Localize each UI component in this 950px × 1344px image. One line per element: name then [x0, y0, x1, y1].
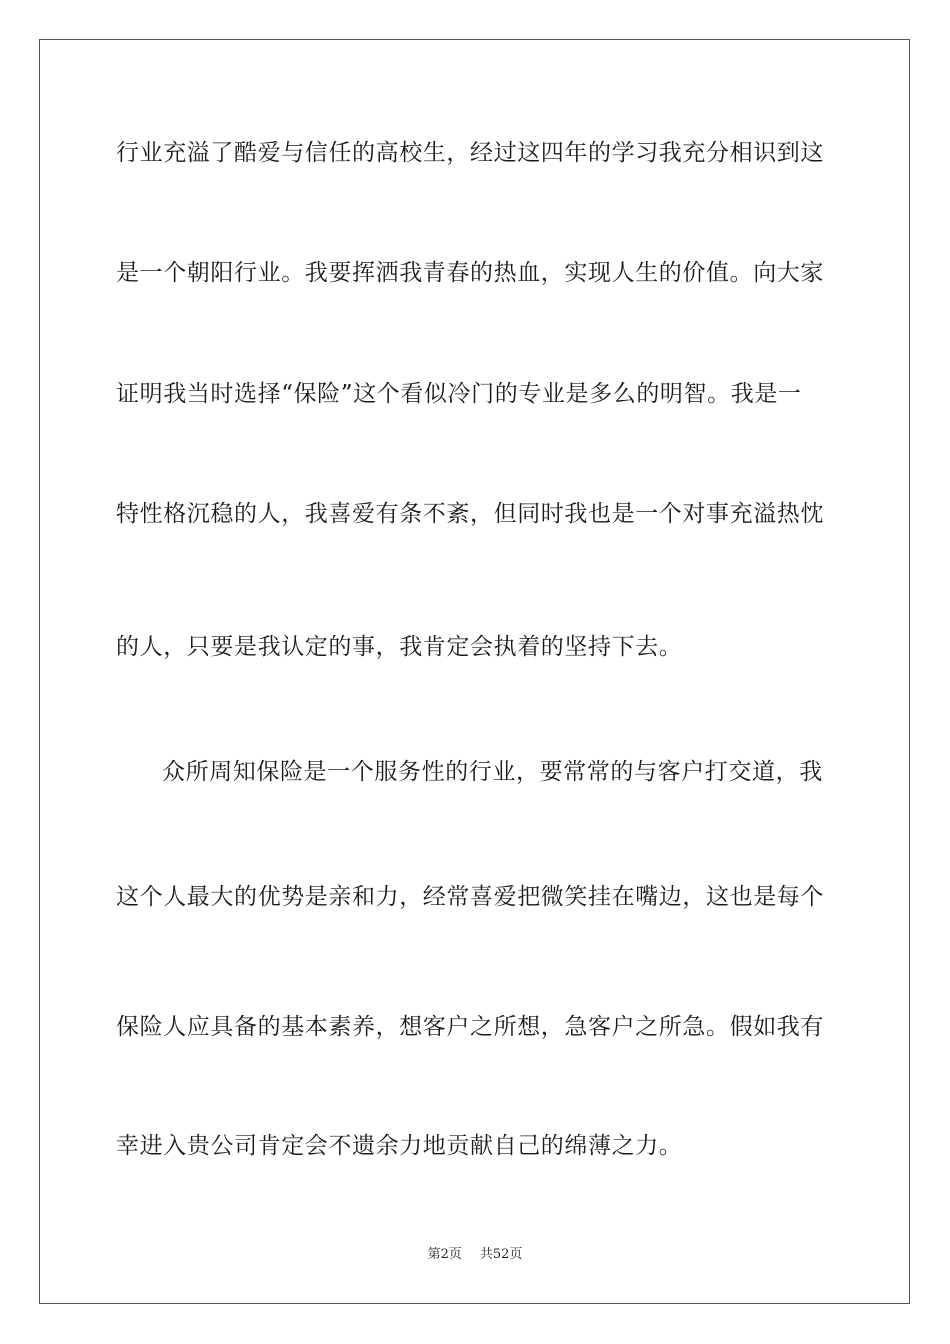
paragraph-line-1: 行业充溢了酷爱与信任的高校生，经过这四年的学习我充分相识到这	[116, 140, 824, 166]
total-pages: 共52页	[479, 1247, 523, 1262]
page-number: 第2页	[427, 1247, 462, 1262]
page-footer	[0, 1246, 950, 1264]
paragraph-line-5: 的人，只要是我认定的事，我肯定会执着的坚持下去。	[116, 634, 683, 660]
paragraph-line-6: 众所周知保险是一个服务性的行业，要常常的与客户打交道，我	[162, 759, 823, 785]
paragraph-line-4: 特性格沉稳的人，我喜爱有条不紊，但同时我也是一个对事充溢热忱	[116, 501, 824, 527]
page-border	[39, 39, 910, 1304]
paragraph-line-9: 幸进入贵公司肯定会不遗余力地贡献自己的绵薄之力。	[116, 1133, 683, 1159]
paragraph-line-3: 证明我当时选择“保险”这个看似冷门的专业是多么的明智。我是一	[116, 381, 802, 407]
paragraph-line-7: 这个人最大的优势是亲和力，经常喜爱把微笑挂在嘴边，这也是每个	[116, 884, 824, 910]
paragraph-line-2: 是一个朝阳行业。我要挥洒我青春的热血，实现人生的价值。向大家	[116, 260, 824, 286]
paragraph-line-8: 保险人应具备的基本素养，想客户之所想，急客户之所急。假如我有	[116, 1014, 824, 1040]
